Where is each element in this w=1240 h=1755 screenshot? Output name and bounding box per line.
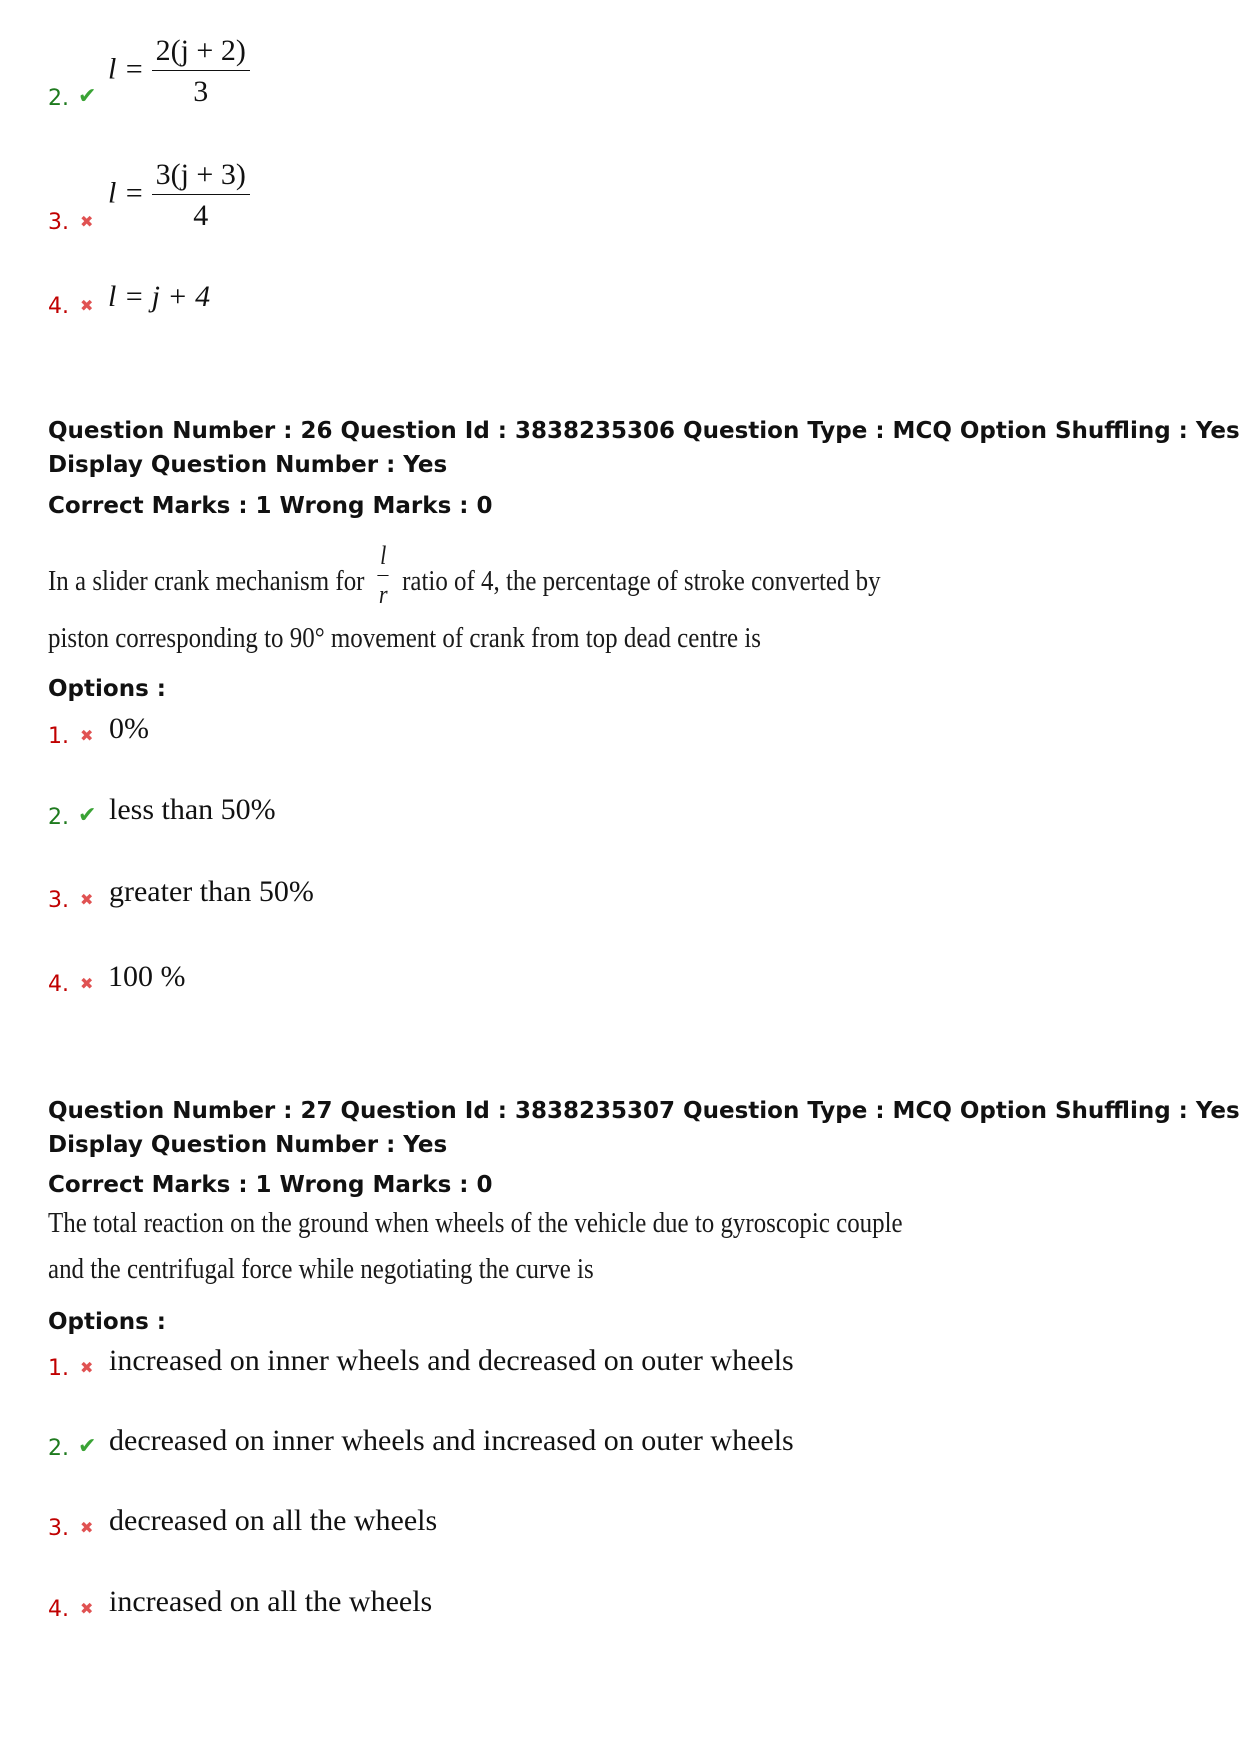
- option-number: 1.: [48, 724, 69, 749]
- cross-icon: ✖: [80, 1358, 94, 1377]
- option-formula: l = $\frac{3(j + 3)}{4}$: [108, 158, 250, 233]
- question-header: Question Number : 27 Question Id : 3838235307 Question Type : MCQ Option Shuffling : Yes: [48, 1098, 1240, 1124]
- check-icon: ✔: [78, 84, 97, 109]
- option-formula: l = j + 4: [108, 280, 211, 313]
- option-number: 2.: [48, 86, 69, 111]
- option-text: 0%: [109, 712, 149, 745]
- cross-icon: ✖: [80, 726, 94, 745]
- option-number: 4.: [48, 972, 69, 997]
- question-text-line-1: The total reaction on the ground when wheels of the vehicle due to gyroscopic couple: [48, 1207, 903, 1239]
- option-number: 1.: [48, 1356, 69, 1381]
- option-number: 4.: [48, 294, 69, 319]
- option-number: 2.: [48, 805, 69, 830]
- question-header: Question Number : 26 Question Id : 3838235306 Question Type : MCQ Option Shuffling : Yes: [48, 418, 1240, 444]
- question-text-line-2: piston corresponding to 90° movement of crank from top dead centre is: [48, 622, 761, 654]
- cross-icon: ✖: [80, 1518, 94, 1537]
- fraction: $\frac{l}{r}$: [378, 541, 388, 609]
- check-icon: ✔: [78, 803, 97, 828]
- check-icon: ✔: [78, 1434, 97, 1459]
- option-number: 4.: [48, 1597, 69, 1622]
- option-number: 3.: [48, 1516, 69, 1541]
- cross-icon: ✖: [80, 974, 94, 993]
- cross-icon: ✖: [80, 296, 94, 315]
- cross-icon: ✖: [80, 212, 94, 231]
- question-text-line-2: and the centrifugal force while negotiating the curve is: [48, 1253, 594, 1285]
- option-number: 3.: [48, 888, 69, 913]
- cross-icon: ✖: [80, 890, 94, 909]
- options-label: Options :: [48, 676, 166, 702]
- option-text: increased on inner wheels and decreased on outer wheels: [109, 1344, 794, 1377]
- option-number: 3.: [48, 210, 69, 235]
- fraction: $\frac{2(j + 2)}{3}$: [152, 34, 250, 109]
- options-label: Options :: [48, 1309, 166, 1335]
- question-marks: Correct Marks : 1 Wrong Marks : 0: [48, 1172, 493, 1198]
- option-formula: l = $\frac{2(j + 2)}{3}$: [108, 34, 250, 109]
- option-text: 100 %: [108, 960, 186, 993]
- option-text: greater than 50%: [109, 875, 314, 908]
- question-marks: Correct Marks : 1 Wrong Marks : 0: [48, 493, 493, 519]
- option-text: decreased on inner wheels and increased on outer wheels: [109, 1424, 794, 1457]
- option-text: decreased on all the wheels: [109, 1504, 438, 1537]
- fraction: $\frac{3(j + 3)}{4}$: [152, 158, 250, 233]
- option-text: increased on all the wheels: [109, 1585, 433, 1618]
- option-text: less than 50%: [109, 793, 276, 826]
- cross-icon: ✖: [80, 1599, 94, 1618]
- question-header-display: Display Question Number : Yes: [48, 452, 448, 478]
- option-number: 2.: [48, 1436, 69, 1461]
- question-header-display: Display Question Number : Yes: [48, 1132, 448, 1158]
- question-text-line-1: In a slider crank mechanism for $\frac{l}{r}$ ratio of 4, the percentage of stroke converted by: [48, 541, 881, 609]
